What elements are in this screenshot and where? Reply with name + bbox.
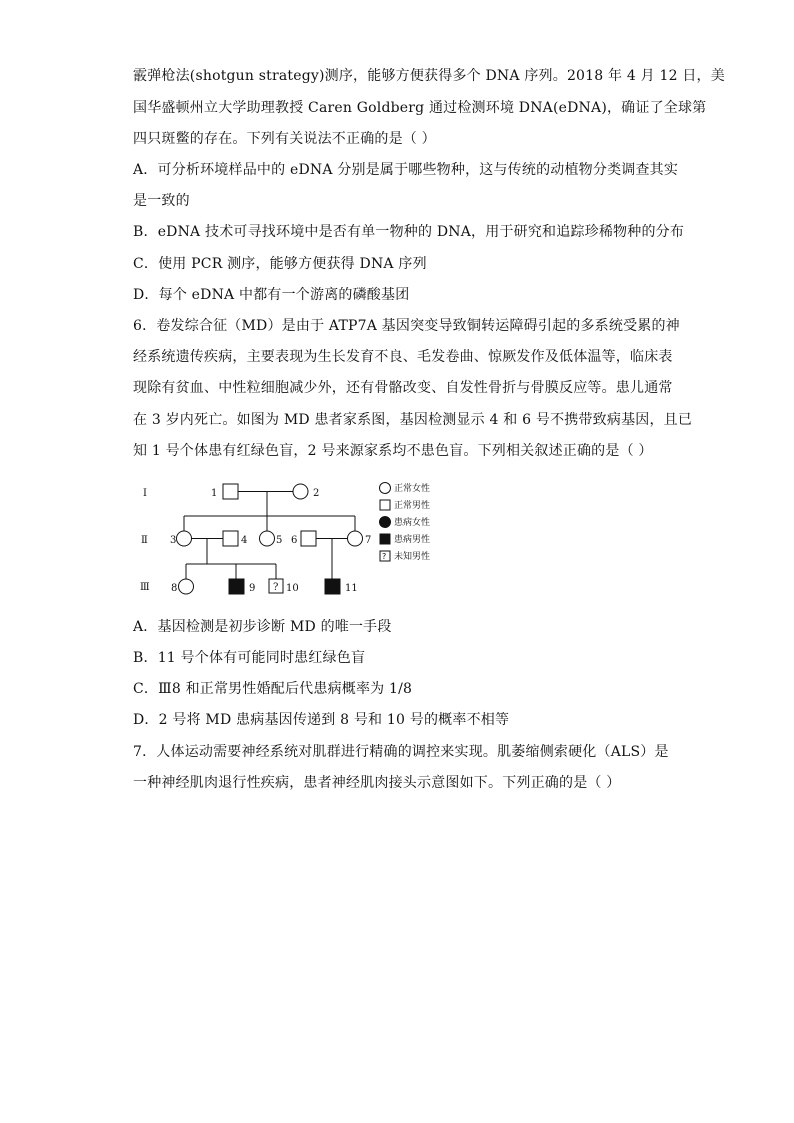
id-7: 7 (365, 535, 372, 546)
q5-stem-line-1: 霰弹枪法(shotgun strategy)测序，能够方便获得多个 DNA 序列。2018 年 4 月 12 日，美 (133, 68, 725, 84)
individual-6-male (301, 531, 316, 546)
q6-option-b: B．11 号个体有可能同时患红绿色盲 (133, 650, 366, 666)
q5-option-c: C．使用 PCR 测序，能够方便获得 DNA 序列 (133, 256, 427, 272)
q5-option-d: D．每个 eDNA 中都有一个游离的磷酸基团 (133, 287, 410, 303)
generation-label-1: Ⅰ (143, 488, 147, 499)
pedigree-diagram (133, 476, 453, 606)
legend-unknown-male-label: 未知男性 (394, 552, 431, 562)
id-3: 3 (170, 535, 177, 546)
generation-label-2: Ⅱ (141, 535, 148, 546)
id-1: 1 (211, 488, 218, 499)
individual-1-male (223, 484, 238, 499)
q5-option-b: B．eDNA 技术可寻找环境中是否有单一物种的 DNA，用于研究和追踪珍稀物种的分布 (133, 224, 685, 240)
generation-label-3: Ⅲ (140, 582, 150, 593)
q6-stem-line-5: 知 1 号个体患有红绿色盲，2 号来源家系均不患色盲。下列相关叙述正确的是（ ） (133, 443, 653, 459)
q5-stem-line-3: 四只斑鳖的存在。下列有关说法不正确的是（ ） (133, 131, 436, 147)
id-2: 2 (313, 488, 320, 499)
legend-normal-male-symbol (380, 500, 390, 510)
id-10: 10 (286, 583, 299, 594)
q6-option-a: A．基因检测是初步诊断 MD 的唯一手段 (133, 619, 392, 635)
individual-2-female (293, 484, 308, 499)
legend-normal-female-symbol (380, 483, 391, 494)
legend-affected-male-label: 患病男性 (394, 535, 431, 545)
id-4: 4 (241, 535, 248, 546)
q5-stem-line-2: 国华盛顿州立大学助理教授 Caren Goldberg 通过检测环境 DNA(eDNA)，确证了全球第 (133, 100, 707, 116)
id-9: 9 (249, 583, 256, 594)
individual-3-female (177, 531, 192, 546)
q6-option-d: D．2 号将 MD 患病基因传递到 8 号和 10 号的概率不相等 (133, 712, 510, 728)
q5-option-a-line-2: 是一致的 (133, 193, 190, 209)
id-8: 8 (171, 583, 178, 594)
legend-unknown-mark: ? (382, 552, 387, 561)
q6-stem-line-1: 6．卷发综合征（MD）是由于 ATP7A 基因突变导致铜转运障碍引起的多系统受累的神 (133, 318, 680, 334)
q6-stem-line-2: 经系统遗传疾病，主要表现为生长发育不良、毛发卷曲、惊厥发作及低体温等，临床表 (133, 349, 673, 365)
individual-5-female (260, 531, 275, 546)
id-5: 5 (276, 535, 283, 546)
individual-8-female (179, 579, 194, 594)
legend-normal-male-label: 正常男性 (394, 501, 431, 511)
q6-option-c: C．Ⅲ8 和正常男性婚配后代患病概率为 1/8 (133, 681, 413, 697)
legend-affected-female-label: 患病女性 (394, 518, 431, 528)
id-11: 11 (345, 583, 358, 594)
individual-11-affected-male (325, 579, 340, 594)
legend-affected-female-symbol (380, 517, 391, 528)
q7-stem-line-1: 7．人体运动需要神经系统对肌群进行精确的调控来实现。肌萎缩侧索硬化（ALS）是 (133, 744, 669, 760)
q5-option-a-line-1: A．可分析环境样品中的 eDNA 分别是属于哪些物种，这与传统的动植物分类调查其实 (133, 162, 679, 178)
q6-stem-line-4: 在 3 岁内死亡。如图为 MD 患者家系图，基因检测显示 4 和 6 号不携带致病基因，且已 (133, 412, 693, 428)
unknown-mark-10: ? (273, 582, 279, 593)
id-6: 6 (291, 535, 298, 546)
individual-7-female (348, 531, 363, 546)
individual-9-affected-male (229, 579, 244, 594)
individual-4-male (223, 531, 238, 546)
legend-normal-female-label: 正常女性 (394, 484, 431, 494)
legend-affected-male-symbol (380, 534, 390, 544)
q6-stem-line-3: 现除有贫血、中性粒细胞减少外，还有骨骼改变、自发性骨折与骨膜反应等。患儿通常 (133, 380, 673, 396)
q7-stem-line-2: 一种神经肌肉退行性疾病，患者神经肌肉接头示意图如下。下列正确的是（ ） (133, 775, 621, 791)
